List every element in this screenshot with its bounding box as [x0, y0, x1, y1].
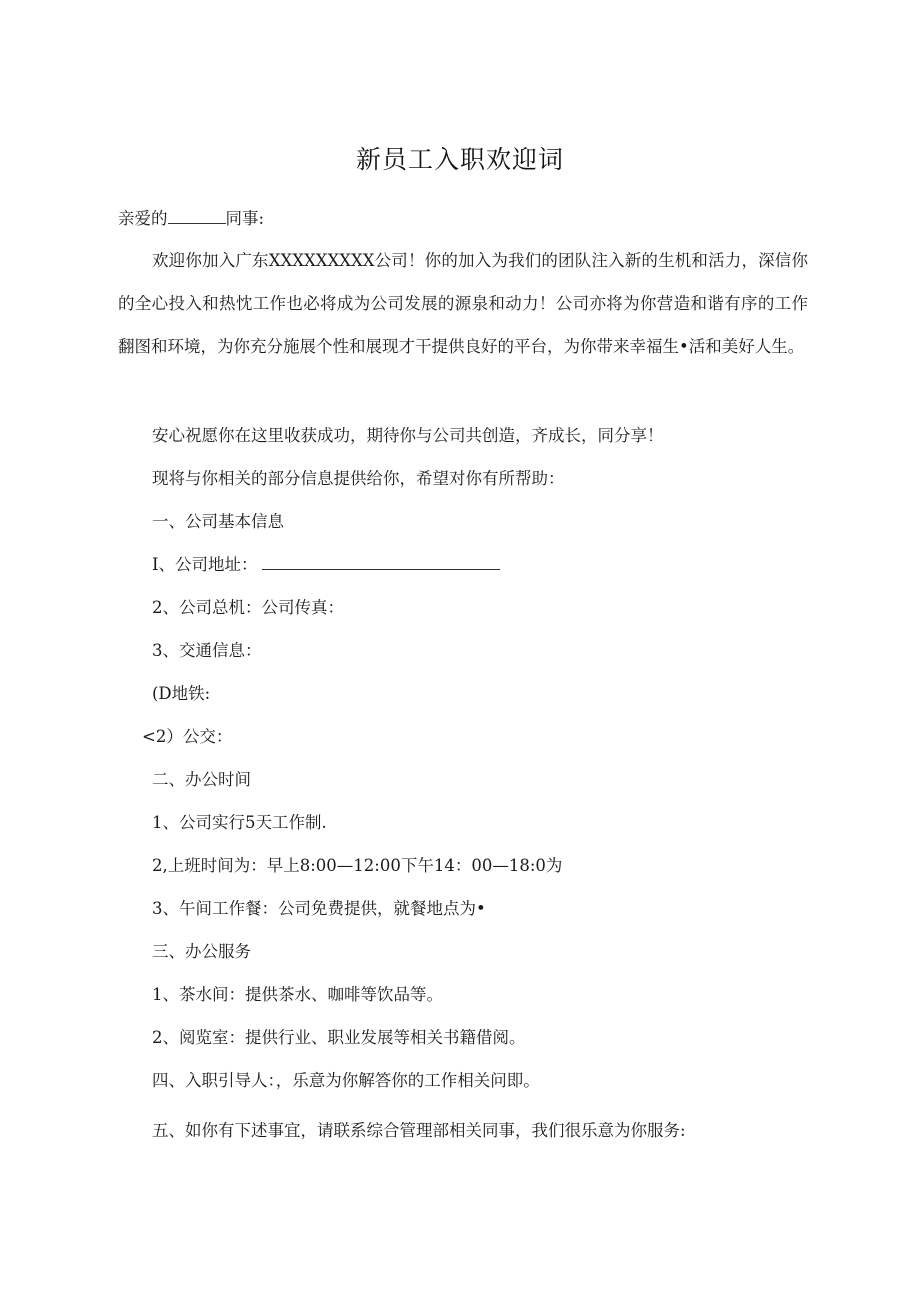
transport-line: 3、交通信息： [152, 641, 262, 660]
phone-fax-line: 2、公司总机：公司传真： [152, 598, 344, 617]
section-1-heading: 一、公司基本信息 [152, 512, 284, 531]
address-blank [262, 568, 500, 570]
welcome-paragraph: 欢迎你加入广东XXXXXXXXX公司！你的加入为我们的团队注入新的生机和活力，深信你的全心投入和热忱工作也必将成为公司发展的源泉和动力！公司亦将为你营造和谐有序的工作翻图和环境，为你充分施展个性和展现才干提供良好的平台，为你带来幸福生•活和美好人生。 [118, 251, 808, 356]
subway-line: (D地铁: [152, 684, 211, 703]
section-3-heading: 三、办公服务 [152, 942, 251, 961]
tea-room-line: 1、茶水间：提供茶水、咖啡等饮品等。 [152, 985, 443, 1004]
address-label: I、公司地址： [152, 555, 258, 574]
section-5-heading: 五、如你有下述事宜，请联系综合管理部相关同事，我们很乐意为你服务: [152, 1121, 686, 1140]
intro-paragraph: 现将与你相关的部分信息提供给你，希望对你有所帮助： [152, 469, 565, 488]
reading-room-line: 2、阅览室：提供行业、职业发展等相关书籍借阅。 [152, 1028, 526, 1047]
section-2-heading: 二、办公时间 [152, 770, 251, 789]
lunch-line: 3、午间工作餐：公司免费提供，就餐地点为• [152, 899, 486, 918]
address-line [152, 554, 500, 576]
bus-line: <2）公交： [142, 727, 233, 746]
name-blank [168, 222, 226, 224]
workdays-line: 1、公司实行5天工作制. [152, 813, 327, 832]
section-4-heading: 四、入职引导人：，乐意为你解答你的工作相关问即。 [152, 1071, 540, 1090]
greeting-suffix: 同事: [225, 209, 265, 228]
wishes-paragraph: 安心祝愿你在这里收获成功，期待你与公司共创造，齐成长，同分享！ [152, 426, 664, 445]
greeting-prefix: 亲爱的 [118, 209, 168, 228]
greeting-line [118, 208, 264, 230]
work-hours-line: 2,上班时间为：早上8:00—12:00下午14：00—18:0为 [152, 856, 563, 875]
document-title: 新员工入职欢迎词 [355, 145, 564, 174]
